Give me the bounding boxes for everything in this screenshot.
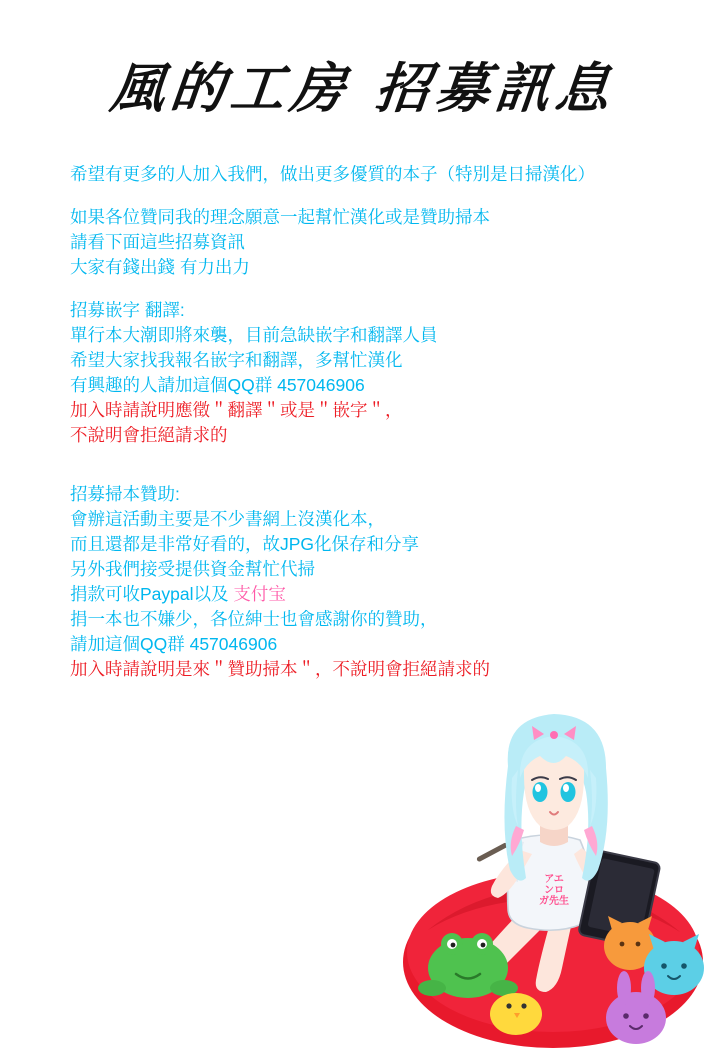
warning-line: 不說明會拒絕請求的 <box>70 425 228 445</box>
text-line: 另外我們接受提供資金幫忙代掃 <box>70 559 315 579</box>
illustration <box>368 700 727 1050</box>
svg-text:ガ先生: ガ先生 <box>539 896 569 907</box>
svg-text:ンロ: ンロ <box>544 885 564 896</box>
paragraph-recruit-typeset-translate <box>70 298 710 448</box>
text-line: 會辦這活動主要是不少書網上沒漢化本， <box>70 509 385 529</box>
payment-line <box>70 582 710 607</box>
qq-group-line: 有興趣的人請加這個QQ群 457046906 <box>70 375 365 395</box>
spacer <box>70 466 710 482</box>
section-heading: 招募嵌字 翻譯: <box>70 300 185 320</box>
warning-line: 加入時請說明是來＂贊助掃本＂，不說明會拒絕請求的 <box>70 659 490 679</box>
text-line: 希望有更多的人加入我們，做出更多優質的本子（特別是日掃漢化） <box>70 164 595 184</box>
section-heading: 招募掃本贊助: <box>70 484 180 504</box>
paragraph-idea <box>70 205 710 280</box>
qq-group-line: 請加這個QQ群 457046906 <box>70 634 278 654</box>
svg-text:アエ: アエ <box>544 874 564 885</box>
paragraph-recruit-scan-sponsor <box>70 482 710 682</box>
text-line: 而且還都是非常好看的，故JPG化保存和分享 <box>70 534 420 554</box>
text-line: 捐一本也不嫌少，各位紳士也會感謝你的贊助， <box>70 609 438 629</box>
page-title: 風的工房 招募訊息 <box>107 56 619 120</box>
text-line: 大家有錢出錢 有力出力 <box>70 257 250 277</box>
warning-line: 加入時請說明應徵＂翻譯＂或是＂嵌字＂， <box>70 400 403 420</box>
text-line: 請看下面這些招募資訊 <box>70 232 245 252</box>
text-line: 單行本大潮即將來襲，目前急缺嵌字和翻譯人員 <box>70 325 438 345</box>
payment-line-prefix: 捐款可收Paypal以及 <box>70 584 234 604</box>
paragraph-intro <box>70 162 710 187</box>
announcement-body <box>70 162 710 700</box>
text-line: 希望大家找我報名嵌字和翻譯，多幫忙漢化 <box>70 350 403 370</box>
alipay-label: 支付宝 <box>233 584 286 604</box>
text-line: 如果各位贊同我的理念願意一起幫忙漢化或是贊助掃本 <box>70 207 490 227</box>
